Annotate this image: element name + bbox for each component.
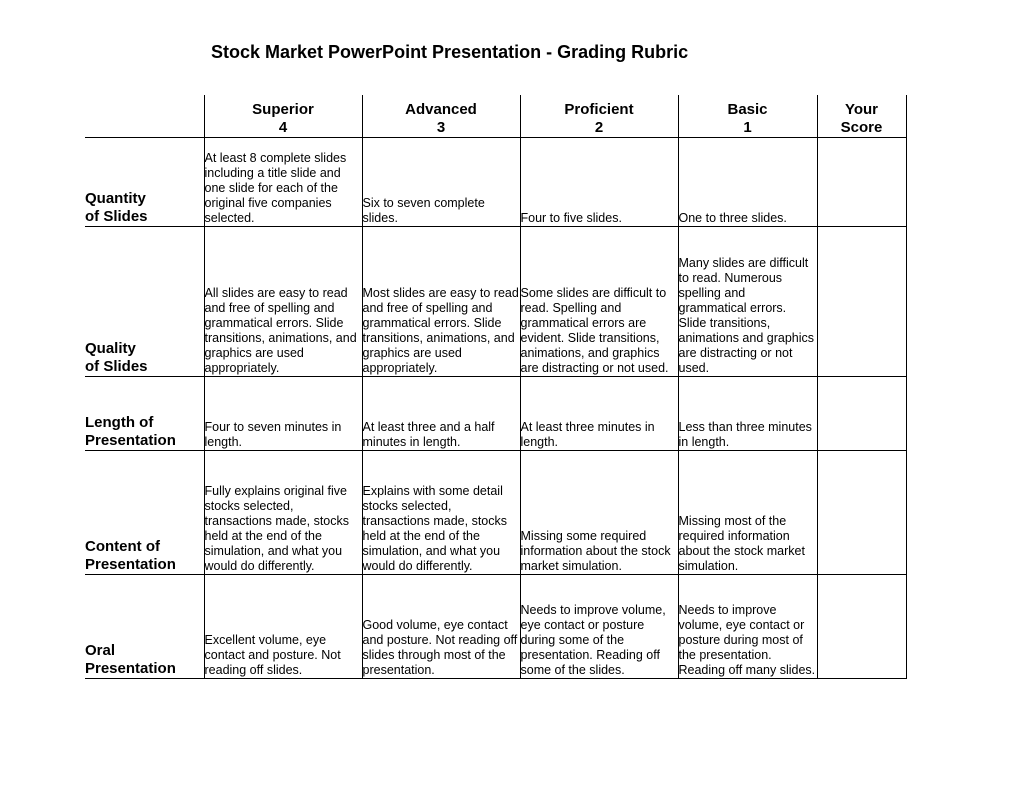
row-label-line: of Slides: [85, 207, 148, 225]
score-input-cell[interactable]: [817, 226, 906, 376]
score-header-line1: Your: [844, 100, 879, 118]
table-row-length-of-presentation: [85, 376, 906, 450]
score-input-cell[interactable]: [817, 450, 906, 574]
rubric-cell-advanced: Good volume, eye contact and posture. Not reading off slides through most of the presentation.: [362, 574, 520, 678]
rubric-cell-proficient: Missing some required information about the stock market simulation.: [520, 450, 678, 574]
column-name: Advanced: [405, 100, 477, 118]
rubric-cell-advanced: Six to seven complete slides.: [362, 137, 520, 226]
score-header-line2: Score: [840, 118, 883, 136]
row-label-line: Quality: [85, 339, 136, 357]
score-input-cell[interactable]: [817, 376, 906, 450]
table-row-quality-of-slides: [85, 226, 906, 376]
row-label-line: Oral: [85, 641, 116, 659]
rubric-cell-basic: Missing most of the required information about the stock market simulation.: [678, 450, 817, 574]
rubric-cell-superior: All slides are easy to read and free of spelling and grammatical errors. Slide transitions, animations, and graphics are used appropriately.: [204, 226, 362, 376]
table-row-oral-presentation: [85, 574, 906, 678]
row-label: [85, 450, 204, 574]
rubric-cell-advanced: Most slides are easy to read and free of spelling and grammatical errors. Slide transitions, animations, and graphics are used appropriately.: [362, 226, 520, 376]
column-header-basic: [678, 95, 817, 137]
document-title: Stock Market PowerPoint Presentation - Grading Rubric: [211, 42, 689, 62]
grading-rubric-table: [85, 95, 907, 679]
row-label: [85, 376, 204, 450]
rubric-cell-superior: Excellent volume, eye contact and posture. Not reading off slides.: [204, 574, 362, 678]
rubric-cell-superior: Four to seven minutes in length.: [204, 376, 362, 450]
row-label-line: of Slides: [85, 357, 148, 375]
rubric-cell-proficient: At least three minutes in length.: [520, 376, 678, 450]
row-label: [85, 137, 204, 226]
column-name: Superior: [252, 100, 314, 118]
rubric-cell-superior: Fully explains original five stocks selected, transactions made, stocks held at the end of the simulation, and what you would do differently.: [204, 450, 362, 574]
corner-cell: [85, 95, 204, 137]
row-label-line: Quantity: [85, 189, 146, 207]
rubric-cell-basic: Many slides are difficult to read. Numerous spelling and grammatical errors. Slide transitions, animations and graphics are distracting or not used.: [678, 226, 817, 376]
rubric-cell-proficient: Four to five slides.: [520, 137, 678, 226]
row-label: [85, 226, 204, 376]
rubric-cell-proficient: Some slides are difficult to read. Spelling and grammatical errors are evident. Slide transitions, animations, and graphics are distracting or not used.: [520, 226, 678, 376]
table-row-content-of-presentation: [85, 450, 906, 574]
rubric-cell-basic: Needs to improve volume, eye contact or posture during most of the presentation. Reading off many slides.: [678, 574, 817, 678]
score-input-cell[interactable]: [817, 137, 906, 226]
row-label-line: Presentation: [85, 431, 176, 449]
row-label-line: Content of: [85, 537, 160, 555]
rubric-cell-advanced: At least three and a half minutes in length.: [362, 376, 520, 450]
column-header-your-score: [817, 95, 906, 137]
row-label-line: Presentation: [85, 555, 176, 573]
column-name: Basic: [727, 100, 768, 118]
score-input-cell[interactable]: [817, 574, 906, 678]
row-label: [85, 574, 204, 678]
column-points: 3: [436, 118, 446, 136]
rubric-cell-advanced: Explains with some detail stocks selected, transactions made, stocks held at the end of the simulation, and what you would do differently.: [362, 450, 520, 574]
row-label-line: Length of: [85, 413, 154, 431]
table-row-quantity-of-slides: [85, 137, 906, 226]
column-header-advanced: [362, 95, 520, 137]
table-header-row: [85, 95, 906, 137]
column-points: 1: [743, 118, 752, 136]
rubric-cell-superior: At least 8 complete slides including a title slide and one slide for each of the original five companies selected.: [204, 137, 362, 226]
rubric-cell-basic: Less than three minutes in length.: [678, 376, 817, 450]
row-label-line: Presentation: [85, 659, 176, 677]
column-header-proficient: [520, 95, 678, 137]
rubric-cell-basic: One to three slides.: [678, 137, 817, 226]
column-header-superior: [204, 95, 362, 137]
rubric-cell-proficient: Needs to improve volume, eye contact or posture during some of the presentation. Reading off some of the slides.: [520, 574, 678, 678]
column-points: 2: [594, 118, 604, 136]
column-name: Proficient: [564, 100, 634, 118]
column-points: 4: [278, 118, 288, 136]
